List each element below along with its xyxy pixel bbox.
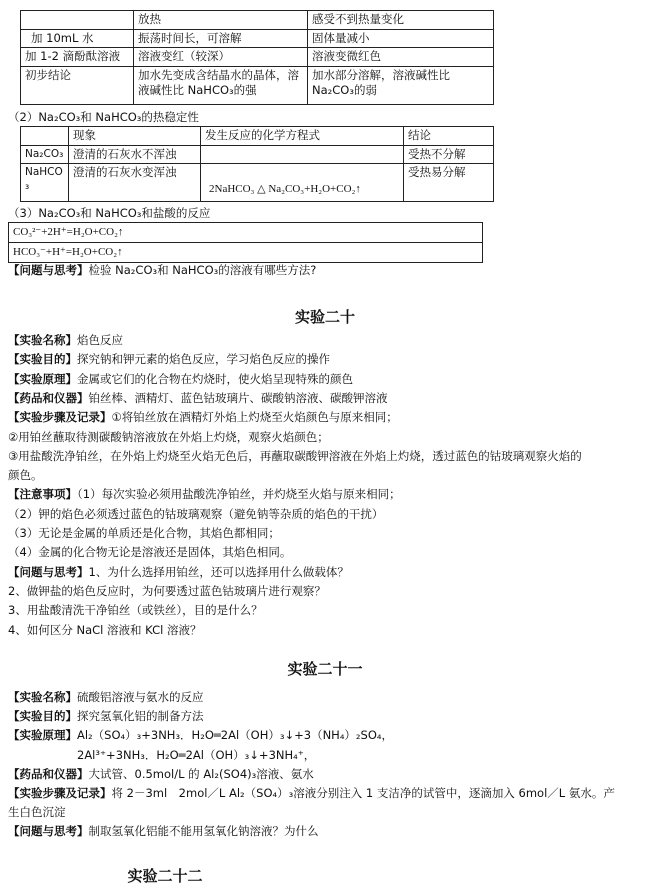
text-line (8, 487, 401, 503)
text-line (8, 352, 330, 368)
table-row (21, 29, 494, 48)
text: （2）钾的焰色必须透过蓝色的钴玻璃观察（避免钠等杂质的焰色的干扰） (8, 506, 384, 521)
text: 焰色反应 (77, 333, 123, 347)
text-line (8, 709, 204, 725)
text: 检验 Na₂CO₃和 NaHCO₃的溶液有哪些方法? (88, 263, 317, 277)
text-line (8, 391, 388, 407)
text-line (8, 748, 315, 764)
text: 4、如何区分 NaCl 溶液和 KCl 溶液？ (8, 622, 202, 637)
table-row (9, 242, 483, 262)
text-line (8, 767, 314, 783)
text: 生白色沉淀 (8, 805, 66, 820)
text-line (8, 728, 393, 744)
table-cell: Na₂CO₃ (21, 145, 69, 164)
table-cell (21, 11, 134, 30)
text: 3、用盐酸清洗干净铂丝（或铁丝），目的是什么？ (8, 603, 263, 618)
text: 2Al³⁺+3NH₃．H₂O═2Al（OH）₃↓+3NH₄⁺， (8, 747, 316, 762)
text-line (8, 603, 263, 619)
label: 【问题与思考】 (8, 263, 89, 277)
table-cell: HCO₃⁻+H⁺=H₂O+CO₂↑ (9, 242, 483, 262)
table-cell: 加水部分溶解，溶液碱性比 Na₂CO₃的弱 (308, 66, 494, 104)
question-line (8, 263, 316, 279)
table-cell: 发生反应的化学方程式 (201, 127, 404, 146)
text-line (8, 372, 353, 388)
text: ②用铂丝蘸取待测碳酸钠溶液放在外焰上灼烧，观察火焰颜色； (8, 429, 329, 444)
table-cell: 受热易分解 (404, 164, 494, 202)
label: 【实验原理】 (8, 371, 77, 386)
table-row (21, 66, 494, 104)
label: 【问题与思考】 (8, 824, 89, 839)
text-line (8, 786, 615, 802)
table-cell: 振荡时间长，可溶解 (134, 29, 308, 48)
text: 将 2－3ml 2mol／L Al₂（SO₄）₃溶液分别注入 1 支洁净的试管中，逐滴加入 6mol／L 氨水。产 (111, 786, 615, 800)
table-cell (201, 145, 404, 164)
label: 【实验名称】 (8, 333, 77, 347)
text-line (8, 410, 398, 426)
table-row (21, 48, 494, 67)
section-title: （2）Na₂CO₃和 NaHCO₃的热稳定性 (8, 110, 199, 124)
label: 【药品和仪器】 (8, 390, 89, 405)
label: 【实验步骤及记录】 (8, 410, 112, 425)
text-line (8, 565, 349, 581)
table-row (21, 145, 494, 164)
text: （3）无论是金属的单质还是化合物，其焰色都相同； (8, 526, 280, 540)
experiment-title: 实验二十二 (127, 867, 203, 885)
text-line (8, 805, 66, 821)
text-line (8, 545, 291, 561)
acid-reaction-table (8, 222, 483, 263)
text: ③用盐酸洗净铂丝，在外焰上灼烧至火焰无色后，再蘸取碳酸钾溶液在外焰上灼烧，透过蓝色的钴玻璃观察火焰的 (8, 448, 582, 463)
label: 【问题与思考】 (8, 564, 89, 579)
text-line (8, 507, 383, 523)
experiment-title: 实验二十 (294, 308, 355, 326)
experiment-title: 实验二十一 (287, 660, 363, 678)
table-cell: 现象 (69, 127, 201, 146)
table-cell: 放热 (134, 11, 308, 30)
text-line (8, 333, 123, 349)
section-title: （3）Na₂CO₃和 NaHCO₃和盐酸的反应 (8, 206, 211, 220)
table-cell: 加 1-2 滴酚酞溶液 (21, 48, 134, 67)
text: ①将铂丝放在酒精灯外焰上灼烧至火焰颜色与原来相同； (111, 410, 398, 425)
label: 【实验原理】 (8, 728, 77, 743)
table-cell: CO₃²⁻+2H⁺=H₂O+CO₂↑ (9, 223, 483, 243)
text: Al₂（SO₄）₃+3NH₃．H₂O═2Al（OH）₃↓+3（NH₄）₂SO₄， (77, 728, 393, 743)
text: 制取氢氧化铝能不能用氢氧化钠溶液？为什么 (88, 824, 319, 839)
text-line (8, 449, 582, 465)
table-cell: 2NaHCO₃ △ Na₂CO₃+H₂O+CO₂↑ (201, 164, 404, 202)
table-cell: 加水先变成含结晶水的晶体，溶液碱性比 NaHCO₃的强 (134, 66, 308, 104)
label: 【实验目的】 (8, 709, 77, 724)
table-cell: 澄清的石灰水变浑浊 (69, 164, 201, 202)
comparison-table (20, 10, 494, 105)
text-line (8, 526, 280, 542)
text: 硫酸铝溶液与氨水的反应 (77, 690, 204, 704)
label: 【注意事项】 (8, 487, 77, 502)
text: 铂丝棒、酒精灯、蓝色钴玻璃片、碳酸钠溶液、碳酸钾溶液 (88, 390, 388, 405)
text-line (8, 584, 326, 600)
text: 金属或它们的化合物在灼烧时，使火焰呈现特殊的颜色 (77, 371, 353, 386)
text-line (8, 623, 201, 639)
text-line (8, 468, 43, 484)
table-row (21, 164, 494, 202)
table-cell: 溶液变微红色 (308, 48, 494, 67)
label: 【实验步骤及记录】 (8, 786, 112, 800)
label: 【实验名称】 (8, 690, 77, 704)
table-cell: 初步结论 (21, 66, 134, 104)
text: （1）每次实验必须用盐酸洗净铂丝，并灼烧至火焰与原来相同； (77, 487, 401, 502)
table-cell: 加 10mL 水 (21, 29, 134, 48)
table-cell: 感受不到热量变化 (308, 11, 494, 30)
text: （4）金属的化合物无论是溶液还是固体，其焰色相同。 (8, 545, 292, 560)
table-cell: 结论 (404, 127, 494, 146)
text-line (8, 690, 204, 706)
table-row (21, 11, 494, 30)
label: 【药品和仪器】 (8, 766, 89, 781)
text-line (8, 824, 319, 840)
table-cell (21, 127, 69, 146)
table-cell: 固体量减小 (308, 29, 494, 48)
text: 大试管、0.5mol/L 的 Al₂(SO4)₃溶液、氨水 (88, 766, 314, 781)
table-row (9, 223, 483, 243)
table-cell: 溶液变红（较深） (134, 48, 308, 67)
table-cell: 澄清的石灰水不浑浊 (69, 145, 201, 164)
table-row (21, 127, 494, 146)
table-cell: 受热不分解 (404, 145, 494, 164)
text-line (8, 430, 329, 446)
text: 探究钠和钾元素的焰色反应，学习焰色反应的操作 (77, 352, 330, 367)
text: 颜色。 (8, 468, 43, 483)
text: 探究氢氧化铝的制备方法 (77, 709, 204, 724)
text: 1、为什么选择用铂丝，还可以选择用什么做载体？ (88, 564, 349, 579)
text: 2、做钾盐的焰色反应时，为何要透过蓝色钴玻璃片进行观察？ (8, 583, 326, 598)
label: 【实验目的】 (8, 352, 77, 367)
table-cell: NaHCO₃ (21, 164, 69, 202)
thermal-stability-table (20, 126, 494, 202)
